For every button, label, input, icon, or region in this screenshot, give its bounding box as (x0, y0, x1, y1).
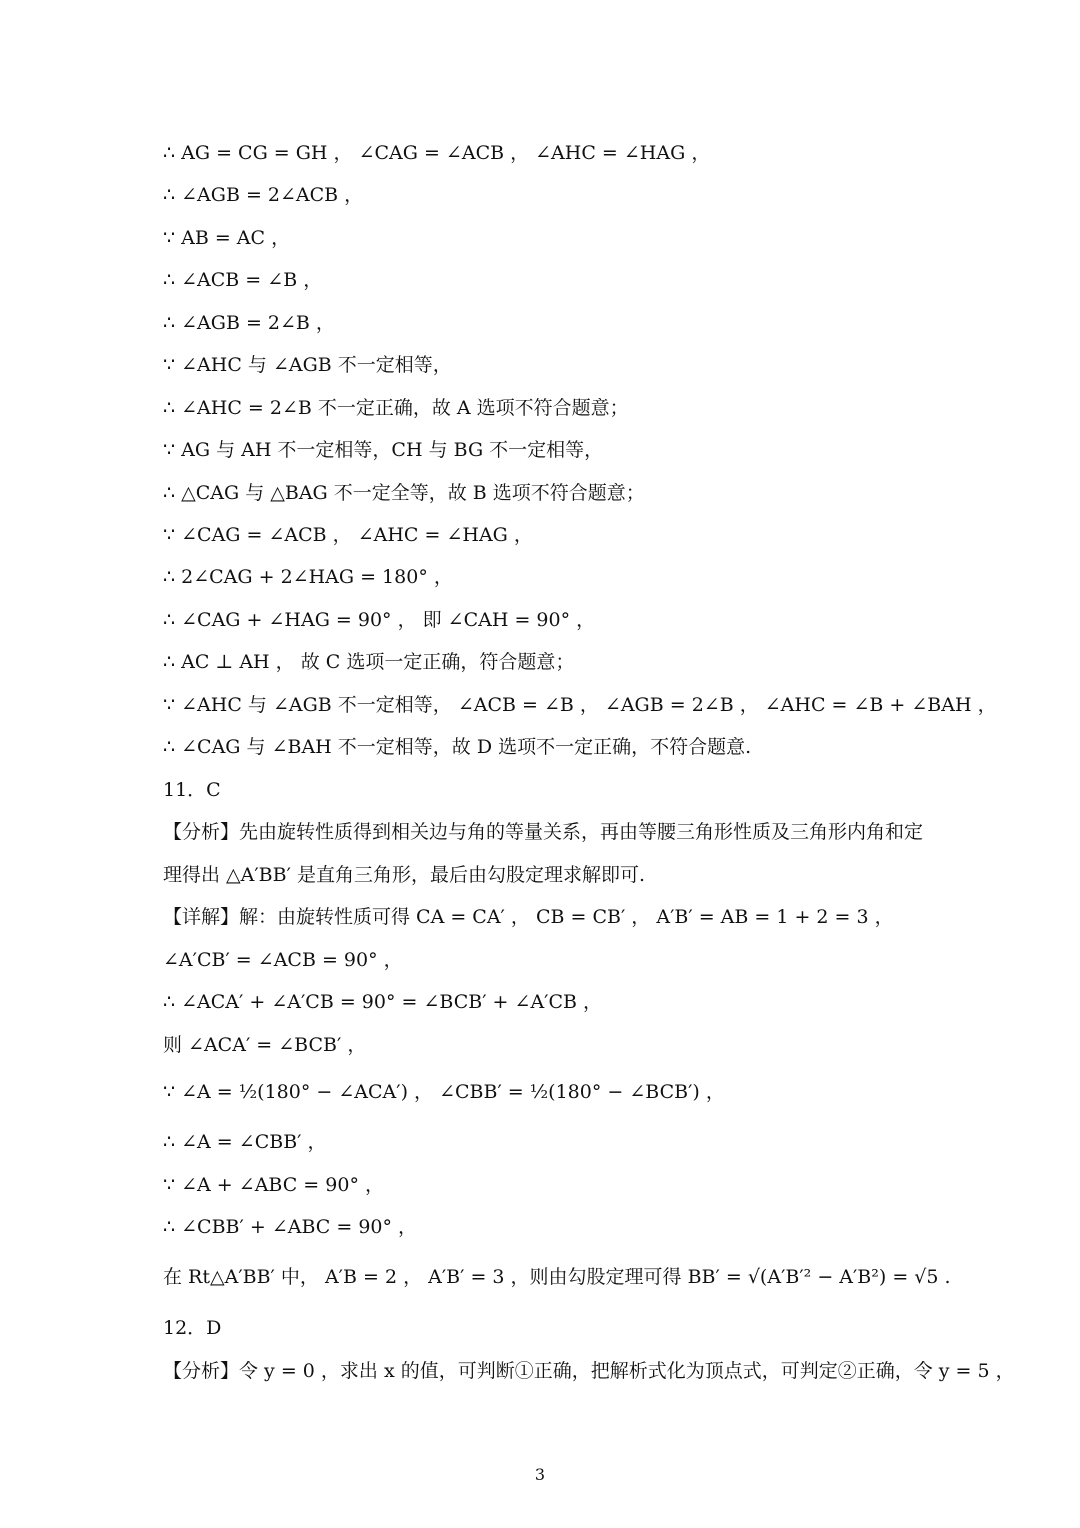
text-line: ∵ AB = AC ， (163, 227, 291, 249)
text-line: ∴ AC ⊥ AH ， 故 C 选项一定正确，符合题意； (163, 651, 575, 673)
text-line: ∵ ∠AHC 与 ∠AGB 不一定相等， ∠ACB = ∠B ， ∠AGB = 2∠B ， ∠AHC = ∠B + ∠BAH ， (163, 694, 997, 716)
analysis-line: 【分析】先由旋转性质得到相关边与角的等量关系，再由等腰三角形性质及三角形内角和定 (163, 821, 924, 843)
question-number: 12．D (163, 1317, 222, 1339)
text-line: ∴ ∠CAG 与 ∠BAH 不一定相等，故 D 选项不一定正确，不符合题意. (163, 736, 752, 758)
text-line: ∴ △CAG 与 △BAG 不一定全等，故 B 选项不符合题意； (163, 482, 645, 504)
analysis-line: 理得出 △A′BB′ 是直角三角形，最后由勾股定理求解即可. (163, 864, 646, 886)
solution-line: ∠A′CB′ = ∠ACB = 90° ， (163, 949, 403, 971)
solution-line: 则 ∠ACA′ = ∠BCB′ ， (163, 1034, 367, 1056)
text-line: ∵ ∠CAG = ∠ACB ， ∠AHC = ∠HAG ， (163, 524, 533, 546)
text-line: ∴ AG = CG = GH ， ∠CAG = ∠ACB ， ∠AHC = ∠HAG ， (163, 142, 711, 164)
analysis-line: 【分析】令 y = 0 ，求出 x 的值，可判断①正确，把解析式化为顶点式，可判定②正确，令 y = 5 ， (163, 1360, 1015, 1382)
text-line: ∴ ∠AGB = 2∠ACB ， (163, 184, 364, 206)
text-line: ∵ ∠AHC 与 ∠AGB 不一定相等， (163, 354, 452, 376)
solution-line: ∵ ∠A = ½(180° − ∠ACA′) ， ∠CBB′ = ½(180° − ∠BCB′) ， (163, 1081, 725, 1103)
text-line: ∴ ∠CAG + ∠HAG = 90° ， 即 ∠CAH = 90° ， (163, 609, 596, 631)
text-line: ∵ AG 与 AH 不一定相等，CH 与 BG 不一定相等， (163, 439, 604, 461)
solution-line: ∴ ∠ACA′ + ∠A′CB = 90° = ∠BCB′ + ∠A′CB ， (163, 991, 603, 1013)
text-line: ∴ ∠ACB = ∠B ， (163, 269, 323, 291)
solution-line: 【详解】解：由旋转性质可得 CA = CA′ ， CB = CB′ ， A′B′ = AB = 1 + 2 = 3 ， (163, 906, 894, 928)
text-line: ∴ 2∠CAG + 2∠HAG = 180° ， (163, 566, 453, 588)
question-number: 11．C (163, 779, 221, 801)
solution-line: ∴ ∠CBB′ + ∠ABC = 90° ， (163, 1216, 418, 1238)
page-number: 3 (534, 1465, 546, 1484)
solution-line: 在 Rt△A′BB′ 中， A′B = 2 ， A′B′ = 3 ，则由勾股定理可得 BB′ = √(A′B′² − A′B²) = √5 . (163, 1266, 951, 1288)
solution-line: ∴ ∠A = ∠CBB′ ， (163, 1131, 327, 1153)
solution-line: ∵ ∠A + ∠ABC = 90° ， (163, 1174, 384, 1196)
text-line: ∴ ∠AHC = 2∠B 不一定正确，故 A 选项不符合题意； (163, 397, 629, 419)
text-line: ∴ ∠AGB = 2∠B ， (163, 312, 335, 334)
